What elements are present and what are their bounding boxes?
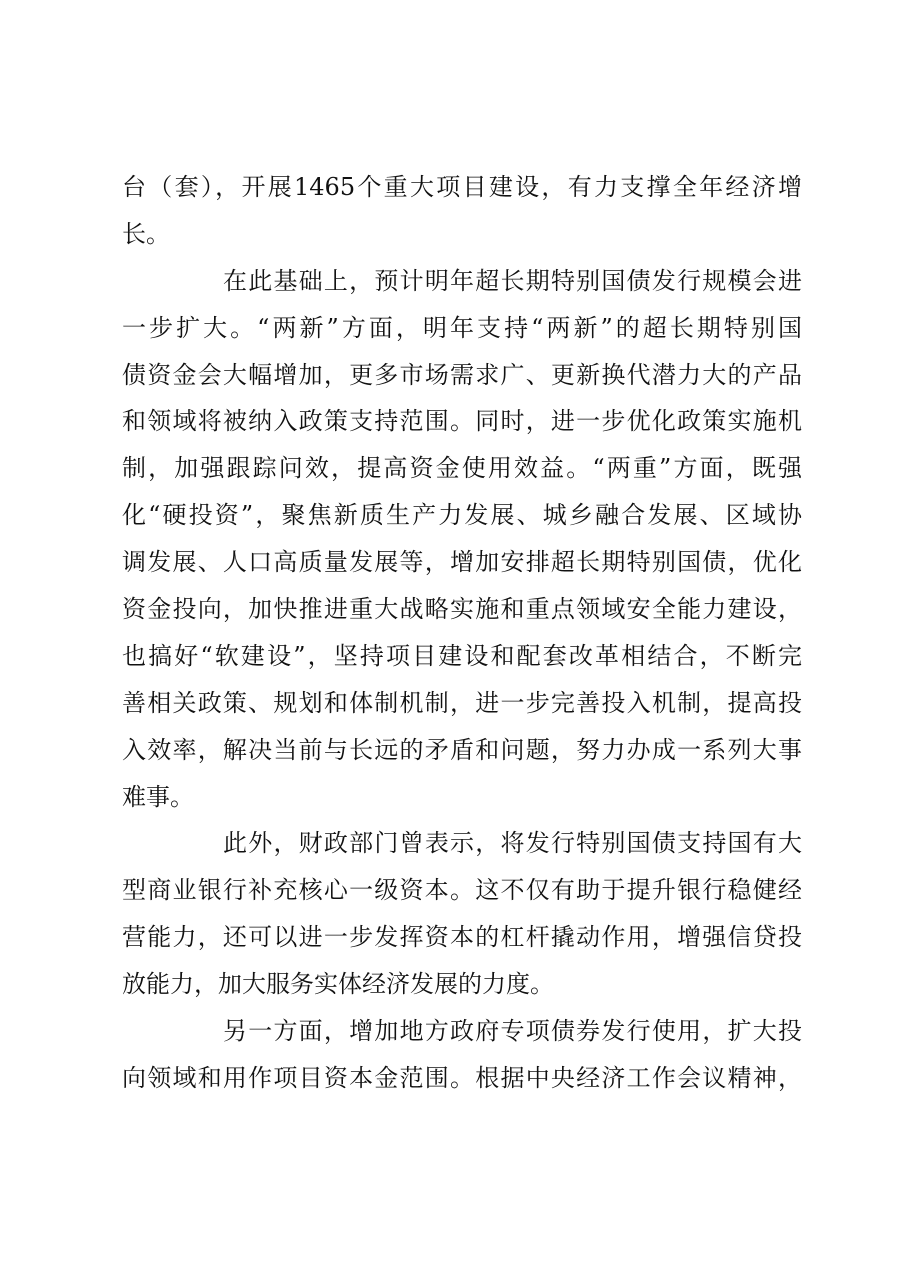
text-line: 放能力，加大服务实体经济发展的力度。: [122, 970, 554, 999]
text-line: 难事。: [122, 782, 194, 811]
text-line: 化“硬投资”，聚焦新质生产力发展、城乡融合发展、区域协: [122, 501, 802, 530]
paragraph-first-line: 在此基础上，预计明年超长期特别国债发行规模会进: [223, 266, 802, 295]
document-body: [122, 164, 802, 1102]
text-line: 调发展、人口高质量发展等，增加安排超长期特别国债，优化: [122, 548, 802, 577]
text-line: 善相关政策、规划和体制机制，进一步完善投入机制，提高投: [122, 688, 802, 717]
paragraph-first-line: 此外，财政部门曾表示，将发行特别国债支持国有大: [223, 829, 802, 858]
text-line: 也搞好“软建设”，坚持项目建设和配套改革相结合，不断完: [122, 641, 802, 670]
text-line: 向领域和用作项目资本金范围。根据中央经济工作会议精神，: [122, 1063, 802, 1092]
text-line: 营能力，还可以进一步发挥资本的杠杆撬动作用，增强信贷投: [122, 923, 802, 952]
text-line: 制，加强跟踪问效，提高资金使用效益。“两重”方面，既强: [122, 454, 802, 483]
text-line: 和领域将被纳入政策支持范围。同时，进一步优化政策实施机: [122, 407, 802, 436]
text-line: 入效率，解决当前与长远的矛盾和问题，努力办成一系列大事: [122, 735, 802, 764]
text-line: 型商业银行补充核心一级资本。这不仅有助于提升银行稳健经: [122, 876, 802, 905]
text-line: 资金投向，加快推进重大战略实施和重点领域安全能力建设，: [122, 595, 802, 624]
text-line: 债资金会大幅增加，更多市场需求广、更新换代潜力大的产品: [122, 360, 802, 389]
text-line: 台（套），开展1465个重大项目建设，有力支撑全年经济增: [122, 173, 802, 201]
text-line: 一步扩大。“两新”方面，明年支持“两新”的超长期特别国: [122, 313, 802, 342]
paragraph-first-line: 另一方面，增加地方政府专项债券发行使用，扩大投: [223, 1017, 802, 1046]
text-line: 长。: [122, 219, 170, 248]
